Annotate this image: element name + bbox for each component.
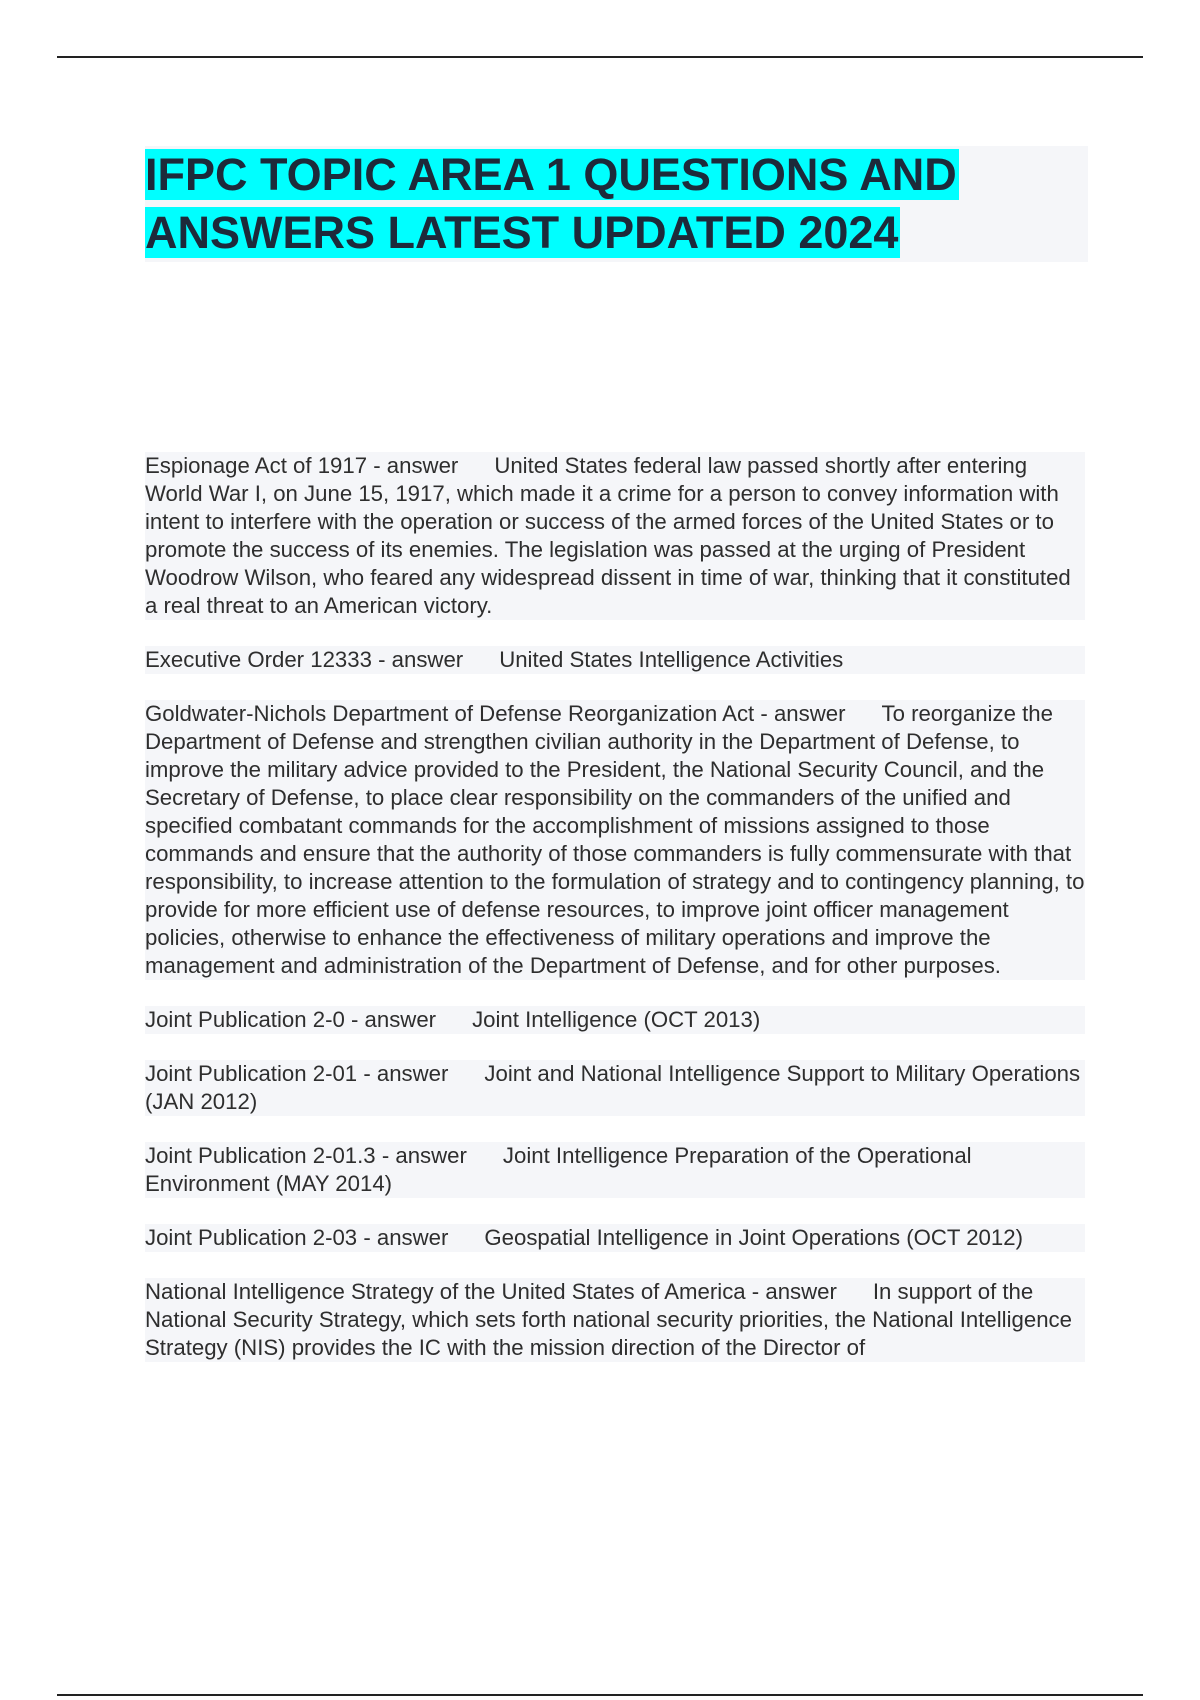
title-line-2: ANSWERS LATEST UPDATED 2024 — [145, 207, 899, 258]
title-block — [145, 146, 1088, 262]
qa-entry — [145, 646, 1085, 674]
entry-term: National Intelligence Strategy of the United States of America - — [145, 1279, 765, 1304]
document-title — [145, 146, 1088, 262]
answer-label: answer — [386, 453, 459, 478]
entry-term: Joint Publication 2-0 - — [145, 1007, 365, 1032]
title-line-1: IFPC TOPIC AREA 1 QUESTIONS AND — [145, 149, 957, 200]
entry-definition: United States federal law passed shortly after entering World War I, on June 15, 1917, which made it a crime for a person to convey information with intent to interfere with the operation or success of the armed forces of the United States or to promote the success of its enemies. The legislation was passed at the urging of President Woodrow Wilson, who feared any widespread dissent in time of war, thinking that it constituted a real threat to an American victory. — [145, 453, 1071, 618]
answer-label: answer — [773, 701, 846, 726]
top-rule — [57, 56, 1143, 58]
entry-term: Espionage Act of 1917 - — [145, 453, 387, 478]
answer-label: answer — [765, 1279, 837, 1304]
entry-term: Executive Order 12333 - — [145, 647, 392, 672]
qa-list — [145, 452, 1085, 1388]
entry-definition: Joint Intelligence (OCT 2013) — [472, 1007, 761, 1032]
entry-term: Goldwater-Nichols Department of Defense Reorganization Act - — [145, 701, 774, 726]
qa-entry — [145, 700, 1085, 980]
entry-definition: In support of the National Security Strategy, which sets forth national security priorities, the National Intelligence Strategy (NIS) provides the IC with the mission direction of the Director of — [145, 1279, 1072, 1360]
entry-definition: United States Intelligence Activities — [499, 647, 844, 672]
entry-definition: Geospatial Intelligence in Joint Operations (OCT 2012) — [484, 1225, 1023, 1250]
entry-definition: To reorganize the Department of Defense and strengthen civilian authority in the Department of Defense, to improve the military advice provided to the President, the National Security Council, and the Secretary of Defense, to place clear responsibility on the commanders of the unified and specified combatant commands for the accomplishment of missions assigned to those commands and ensure that the authority of those commanders is fully commensurate with that responsibility, to increase attention to the formulation of strategy and to contingency planning, to provide for more efficient use of defense resources, to improve joint officer management policies, otherwise to enhance the effectiveness of military operations and improve the management and administration of the Department of Defense, and for other purposes. — [145, 701, 1085, 978]
qa-entry — [145, 1278, 1085, 1362]
entry-term: Joint Publication 2-03 - — [145, 1225, 377, 1250]
qa-entry — [145, 1006, 1085, 1034]
qa-entry — [145, 1142, 1085, 1198]
entry-term: Joint Publication 2-01.3 - — [145, 1143, 395, 1168]
answer-label: answer — [391, 647, 464, 672]
qa-entry — [145, 452, 1085, 620]
qa-entry — [145, 1224, 1085, 1252]
answer-label: answer — [395, 1143, 467, 1168]
entry-definition: Joint and National Intelligence Support to Military Operations (JAN 2012) — [145, 1061, 1081, 1114]
answer-label: answer — [364, 1007, 437, 1032]
entry-definition: Joint Intelligence Preparation of the Operational Environment (MAY 2014) — [145, 1143, 972, 1196]
qa-entry — [145, 1060, 1085, 1116]
entry-term: Joint Publication 2-01 - — [145, 1061, 377, 1086]
bottom-rule — [57, 1694, 1143, 1696]
answer-label: answer — [376, 1225, 449, 1250]
answer-label: answer — [376, 1061, 449, 1086]
